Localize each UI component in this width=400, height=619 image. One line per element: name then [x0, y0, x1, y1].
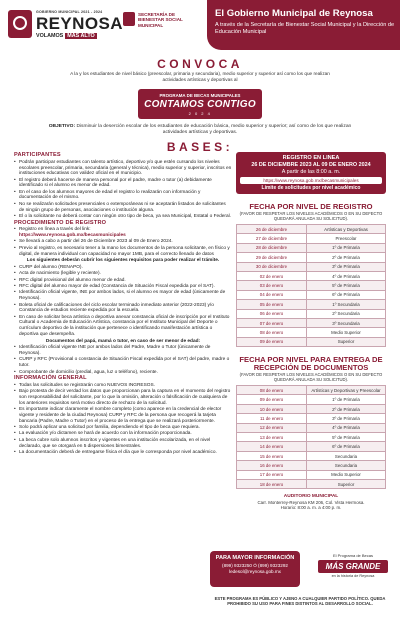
- schedule-level: Medio Superior: [307, 470, 386, 479]
- registration-time: A partir de las 8:00 a. m.: [281, 169, 341, 175]
- section-heading: PROCEDIMIENTO DE REGISTRO: [14, 219, 107, 226]
- delivery-schedule-title: FECHA POR NIVEL PARA ENTREGA DE RECEPCIÓN DE DOCUMENTOS: [239, 355, 383, 373]
- city-name: REYNOSA: [36, 14, 123, 33]
- registration-limit: Límite de solicitudes por nivel académico: [261, 185, 361, 191]
- tutor-heading: Documentos del papá, mamá o tutor, en caso de ser menor de edad:: [45, 338, 201, 344]
- section-heading: PARTICIPANTES: [14, 152, 61, 158]
- program-banner: [138, 89, 262, 119]
- schedule-date: 17 de enero: [237, 470, 307, 479]
- schedule-level: 6º de Primaria: [307, 290, 386, 299]
- table-row: [237, 337, 386, 346]
- secretaria-icon: [123, 12, 135, 26]
- schedule-date: 04 de enero: [237, 290, 307, 299]
- schedule-level: 5º de Primaria: [307, 281, 386, 290]
- schedule-date: 05 de enero: [237, 300, 307, 309]
- table-row: [237, 451, 386, 460]
- reynosa-logo: [8, 8, 128, 48]
- table-row: [237, 328, 386, 337]
- bases-title: BASES:: [166, 140, 234, 154]
- header-subtitle: A través de la Secretaría de Bienestar Social Municipal y la Dirección de Educación Municipal: [215, 22, 395, 35]
- page-header: [0, 0, 400, 52]
- schedule-date: 30 de diciembre: [237, 262, 307, 271]
- schedule-level: 1º de Primaria: [307, 395, 386, 404]
- table-row: [237, 479, 386, 488]
- program-name: CONTAMOS CONTIGO: [144, 99, 256, 110]
- brand-big: MÁS GRANDE: [318, 560, 388, 573]
- table-row: [237, 271, 386, 280]
- schedule-date: 27 de diciembre: [237, 234, 307, 243]
- schedule-date: 16 de enero: [237, 461, 307, 470]
- schedule-level: 2º Secundaria: [307, 309, 386, 318]
- registration-schedule-table: [236, 224, 386, 347]
- schedule-date: 10 de enero: [237, 404, 307, 413]
- list-item: • La evaluación y/o dictamen se hará de acuerdo con la información proporcionada.: [14, 431, 232, 437]
- schedule-level: Medio Superior: [307, 328, 386, 337]
- contact-title: PARA MAYOR INFORMACIÓN: [215, 555, 295, 561]
- schedule-date: 07 de enero: [237, 318, 307, 327]
- registration-title: REGISTRO EN LINEA: [282, 155, 340, 161]
- schedule-date: 09 de enero: [237, 337, 307, 346]
- contact-phone: (899) 9323250 Ó (899) 9323292: [222, 563, 288, 568]
- schedule-date: 06 de enero: [237, 309, 307, 318]
- schedule-level: 3º Secundaria: [307, 318, 386, 327]
- schedule-level: Superior: [307, 337, 386, 346]
- table-row: [237, 243, 386, 252]
- schedule-date: 12 de enero: [237, 423, 307, 432]
- schedule-level: Superior: [307, 479, 386, 488]
- schedule-date: 26 de diciembre: [237, 225, 307, 234]
- table-row: [237, 470, 386, 479]
- registration-schedule-title: FECHA POR NIVEL DE REGISTRO: [249, 202, 373, 211]
- schedule-date: 09 de enero: [237, 395, 307, 404]
- schedule-date: 08 de enero: [237, 386, 307, 395]
- contact-box: [210, 551, 300, 587]
- gov-label: GOBIERNO MUNICIPAL 2021 - 2024: [36, 10, 103, 14]
- brand-sub: en la historia de Reynosa: [331, 574, 375, 578]
- schedule-level: Artísticas y Deportivas: [307, 225, 386, 234]
- schedule-date: 11 de enero: [237, 414, 307, 423]
- convoca-text: A la y los estudiantes de nivel básico (preescolar, primaria y secundaria), medio superior y superior así como los que realizan actividades artísticas y deportivas al: [70, 71, 330, 82]
- header-band: [207, 0, 400, 50]
- schedule-level: 4º de Primaria: [307, 271, 386, 280]
- venue-title: AUDITORIO MUNICIPAL: [283, 494, 339, 500]
- schedule-date: 13 de enero: [237, 433, 307, 442]
- list-item: • Previo al registro, es necesario tener a la mano los documentos de la persona solicitante, en físico y digital, de manera individual con capacidad no mayor 1MB, para el correcto llenado de datos: [14, 246, 232, 258]
- table-row: [237, 386, 386, 395]
- venue-hours: Horario: 8:00 a. m. a 4:00 p. m.: [280, 505, 342, 511]
- city-seal-icon: [8, 10, 32, 38]
- table-row: [237, 423, 386, 432]
- table-row: [237, 461, 386, 470]
- table-row: [237, 234, 386, 243]
- venue-info: [236, 493, 386, 510]
- list-item: • Acta de nacimiento (legible y reciente).: [14, 271, 232, 277]
- table-row: [237, 225, 386, 234]
- venue-address: Carr. Monterrey-Reynosa KM 206, Col. Vista Hermosa.: [257, 499, 365, 505]
- registration-link[interactable]: https://www.reynosa.gob.mx/becasmunicipales: [19, 233, 126, 239]
- schedule-level: 2º de Primaria: [307, 404, 386, 413]
- list-item: • Es importante indicar claramente el nombre completo (como aparece en la credencial de elector vigente y residente de la ciudad Reynosa) CURP y RFC de la persona que recogerá la tarjeta bancaria (Padre, Madre o Tutor) en el proceso de la entrega que se realizará posteriormente.: [14, 407, 232, 424]
- table-row: [237, 395, 386, 404]
- slogan-text: VOLAMOS: [36, 33, 64, 39]
- registration-box: [236, 152, 386, 194]
- list-item: • Boleta oficial de calificaciones del ciclo escolar terminado inmediato anterior (2022-2023) y/o Constancia de estudios reciente expedida por la escuela.: [14, 303, 232, 315]
- schedule-date: 03 de enero: [237, 281, 307, 290]
- schedule-level: 3º de Primaria: [307, 414, 386, 423]
- list-item: • En caso de solicitar beca artística o deportiva anexar constancia oficial de inscripción por el Instituto Cultural o Academia de Educación Artística, constancia por el Instituto Municipal del Deporte o currículum deportivo de la institución que pertenece o identificando manifestación artística o deportiva que desempeña.: [14, 315, 232, 338]
- schedule-level: 5º de Primaria: [307, 433, 386, 442]
- slogan: [36, 33, 97, 39]
- schedule-level: 1º Secundaria: [307, 300, 386, 309]
- schedule-level: Preescolar: [307, 234, 386, 243]
- table-row: [237, 318, 386, 327]
- delivery-schedule-note: (FAVOR DE RESPETAR LOS NIVELES ACADÉMICOS O EN SU DEFECTO QUEDARÁ ANULADA SU SOLICITUD).: [239, 372, 383, 383]
- list-item: • El o la solicitante no deberá contar con ningún otro tipo de beca, ya sea Municipal, Estatal o Federal.: [14, 214, 232, 220]
- program-label: PROGRAMA DE BECAS MUNICIPALES: [159, 93, 241, 98]
- list-item: • La documentación deberá de entregarse física el día que le corresponda por nivel académico.: [14, 450, 232, 456]
- table-row: [237, 404, 386, 413]
- schedule-date: 08 de enero: [237, 328, 307, 337]
- schedule-date: 28 de diciembre: [237, 243, 307, 252]
- list-item-text: Registro en línea a través del link:: [19, 227, 91, 233]
- registration-schedule-note: (FAVOR DE RESPETAR LOS NIVELES ACADÉMICOS O EN SU DEFECTO QUEDARÁ ANULADA SU SOLICITUD).: [239, 211, 383, 221]
- list-item: • El registro deberá hacerse de manera personal por el padre, madre o tutor (a) debidamente identificado si el alumno es menor de edad.: [14, 178, 232, 190]
- registration-url[interactable]: https://www.reynosa.gob.mx/becasmunicipales: [240, 177, 382, 184]
- slogan-tag: MÁS ALTO: [67, 33, 95, 39]
- section-heading: INFORMACIÓN GENERAL: [14, 375, 87, 382]
- schedule-level: Artísticas y Deportivas y Preescolar: [307, 386, 386, 395]
- schedule-date: 29 de diciembre: [237, 253, 307, 262]
- brand-small: El Programa de Becas: [332, 553, 374, 558]
- objetivo: [40, 124, 360, 136]
- schedule-level: 1º de Primaria: [307, 243, 386, 252]
- program-year: 2 0 2 4: [188, 111, 212, 116]
- disclaimer: ESTE PROGRAMA ES PÚBLICO Y AJENO A CUALQUIER PARTIDO POLÍTICO. QUEDA PROHIBIDO SU USO PARA FINES DISTINTOS AL DESARROLLO SOCIAL.: [214, 596, 386, 607]
- registration-dates: 26 DE DICIEMBRE 2023 AL 09 DE ENERO 2024: [251, 162, 371, 168]
- schedule-level: 2º de Primaria: [307, 253, 386, 262]
- list-item: • CURP y RFC (Provisional o constancia de Situación Fiscal expedida por el SAT) del padre, madre o tutor.: [14, 357, 232, 369]
- list-item: • En el caso de los alumnos mayores de edad el registro lo realizarán con información y documentación de el mismo.: [14, 190, 232, 202]
- list-item: • RFC digital provisional del alumno menor de edad.: [14, 278, 232, 284]
- list-item: • Se llevará a cabo a partir del 26 de Diciembre 2023 al 09 de Enero 2024.: [14, 239, 232, 245]
- list-item: • No se realizarán solicitudes presenciales o extemporáneas ni se aceptarán listados de solicitantes de ningún grupo de personas, asociaciones o institución alguna.: [14, 202, 232, 214]
- table-row: [237, 442, 386, 451]
- schedule-level: 4º de Primaria: [307, 423, 386, 432]
- convoca-title: CONVOCA: [157, 57, 243, 71]
- secretaria-logo: [123, 10, 203, 40]
- bases-column: [14, 152, 232, 456]
- table-row: [237, 414, 386, 423]
- schedule-level: 3º de Primaria: [307, 262, 386, 271]
- list-item: • Solo podrá aplicar una solicitud por familia, dependiendo el tipo de beca que requiera.: [14, 425, 232, 431]
- list-item: • Comprobante de domicilio (predial, agua, luz o teléfono), reciente.: [14, 370, 232, 376]
- list-item: • Todas las solicitudes se registrarán como NUEVOS INGRESOS.: [14, 383, 232, 389]
- objetivo-text: Disminuir la deserción escolar de los estudiantes de educación básica, medio superior y superior; así como de los que realizan actividades artísticas y deportivas.: [76, 124, 352, 135]
- table-row: [237, 433, 386, 442]
- table-row: [237, 262, 386, 271]
- schedule-level: Secundaria: [307, 461, 386, 470]
- table-row: [237, 253, 386, 262]
- list-item: [14, 227, 232, 239]
- list-item: • La beca cubre solo alumnos inscritos y vigentes en una institución escolarizada, en el nivel declarado, que se otorgará en 5 dispersiones bimestrales.: [14, 438, 232, 450]
- list-item: • RFC digital del alumno mayor de edad (Constancia de Situación Fiscal expedida por el SAT).: [14, 284, 232, 290]
- secretaria-name: SECRETARÍA DE BIENESTAR SOCIAL MUNICIPAL: [138, 12, 183, 28]
- schedule-level: 6º de Primaria: [307, 442, 386, 451]
- contact-email[interactable]: ledesol@reynosa.gob.mx: [229, 569, 281, 574]
- docs-heading: Los siguientes deberán cubrir los siguientes requisitos para poder realizar el trámite.: [26, 258, 220, 264]
- list-item: • Podrán participar estudiantes con talento artístico, deportivo y/o que estén cursando los niveles escolares preescolar, primaria, secundaria (general y técnica), medio superior y superior, inscritos en instituciones educativas con validez oficial en el municipio.: [14, 160, 232, 177]
- list-item: • Identificación oficial vigente INE por ambos lados del Padre, Madre o Tutor (únicamente de Reynosa).: [14, 345, 232, 357]
- list-item: • CURP del alumno (RENAPO).: [14, 265, 232, 271]
- table-row: [237, 300, 386, 309]
- list-item: • Identificación oficial vigente, INE por ambos lados, si el alumno es mayor de edad (únicamente de Reynosa).: [14, 290, 232, 302]
- program-brand: [318, 553, 388, 587]
- delivery-schedule-table: [236, 385, 386, 489]
- objetivo-label: OBJETIVO:: [48, 124, 76, 129]
- list-item: • Bajo protesta de decir verdad los datos que proporcionan para la captura en el momento del registro son responsabilidad del solicitante, por lo que la omisión, alteración o falsificación de cualquiera de los anteriores requisitos será motivo directo de rechazo de la solicitud.: [14, 389, 232, 406]
- schedule-date: 18 de enero: [237, 479, 307, 488]
- header-title: El Gobierno Municipal de Reynosa: [215, 8, 373, 19]
- table-row: [237, 290, 386, 299]
- schedule-date: 02 de enero: [237, 271, 307, 280]
- schedule-column: [236, 152, 386, 511]
- table-row: [237, 309, 386, 318]
- schedule-level: Secundaria: [307, 451, 386, 460]
- schedule-date: 15 de enero: [237, 451, 307, 460]
- table-row: [237, 281, 386, 290]
- schedule-date: 14 de enero: [237, 442, 307, 451]
